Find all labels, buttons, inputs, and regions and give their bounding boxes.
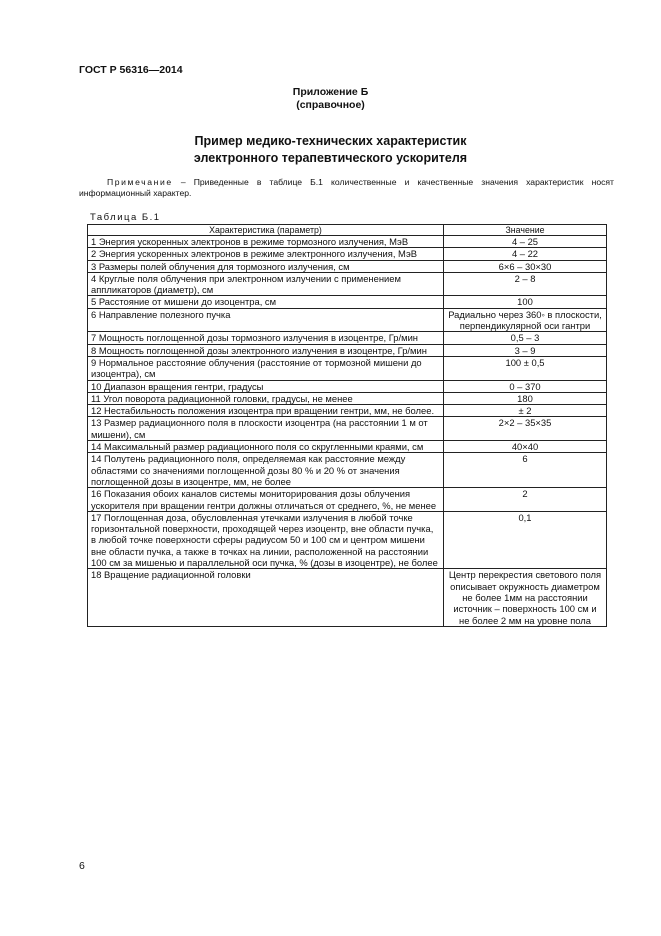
row-value: 100 ± 0,5 [444, 356, 607, 380]
row-value: 40×40 [444, 441, 607, 453]
table-row [88, 332, 607, 344]
row-parameter: 3 Размеры полей облучения для тормозного излучения, см [88, 260, 444, 272]
row-parameter: 18 Вращение радиационной головки [88, 569, 444, 626]
table-row [88, 392, 607, 404]
row-parameter: 7 Мощность поглощенной дозы тормозного излучения в изоцентре, Гр/мин [88, 332, 444, 344]
row-value: ± 2 [444, 405, 607, 417]
table-row [88, 511, 607, 568]
page-number: 6 [79, 860, 85, 872]
row-value: 2 – 8 [444, 272, 607, 296]
table-row [88, 405, 607, 417]
specifications-table [87, 224, 607, 627]
table-row [88, 236, 607, 248]
row-parameter: 8 Мощность поглощенной дозы электронного излучения в изоцентре, Гр/мин [88, 344, 444, 356]
row-parameter: 16 Показания обоих каналов системы мониторирования дозы облучения ускорителя при вращении гентри должны отличаться от среднего, %, не менее [88, 488, 444, 512]
table-row [88, 260, 607, 272]
row-value: 0,5 – 3 [444, 332, 607, 344]
row-value: 180 [444, 392, 607, 404]
page-title-line-1: Пример медико-технических характеристик [194, 134, 467, 148]
table-row [88, 380, 607, 392]
row-parameter: 12 Нестабильность положения изоцентра при вращении гентри, мм, не более. [88, 405, 444, 417]
row-parameter: 13 Размер радиационного поля в плоскости изоцентра (на расстоянии 1 м от мишени), см [88, 417, 444, 441]
row-value: 4 – 22 [444, 248, 607, 260]
row-parameter: 9 Нормальное расстояние облучения (расстояние от тормозной мишени до изоцентра), см [88, 356, 444, 380]
table-row [88, 441, 607, 453]
row-value: 6×6 – 30×30 [444, 260, 607, 272]
table-row [88, 308, 607, 332]
row-value: 100 [444, 296, 607, 308]
table-row [88, 488, 607, 512]
note-label: Примечание [107, 177, 173, 187]
row-value: 2 [444, 488, 607, 512]
table-row [88, 569, 607, 626]
table-caption: Таблица Б.1 [90, 212, 161, 223]
row-parameter: 5 Расстояние от мишени до изоцентра, см [88, 296, 444, 308]
page-title [0, 133, 661, 167]
row-parameter: 10 Диапазон вращения гентри, градусы [88, 380, 444, 392]
table-header-row [88, 225, 607, 236]
column-header-value: Значение [444, 225, 607, 236]
column-header-parameter: Характеристика (параметр) [88, 225, 444, 236]
table-row [88, 417, 607, 441]
row-value: Радиально через 360◦ в плоскости, перпендикулярной оси гантри [444, 308, 607, 332]
note-text: – Приведенные в таблице Б.1 количественные и качественные значения характеристик носят информационный характер. [79, 177, 614, 198]
row-parameter: 11 Угол поворота радиационной головки, градусы, не менее [88, 392, 444, 404]
row-parameter: 1 Энергия ускоренных электронов в режиме тормозного излучения, МэВ [88, 236, 444, 248]
row-parameter: 2 Энергия ускоренных электронов в режиме электронного излучения, МэВ [88, 248, 444, 260]
table-body [88, 236, 607, 627]
table-row [88, 272, 607, 296]
appendix-subtitle: (справочное) [296, 99, 365, 111]
row-value: 4 – 25 [444, 236, 607, 248]
row-parameter: 6 Направление полезного пучка [88, 308, 444, 332]
row-value: 6 [444, 453, 607, 488]
table-row [88, 344, 607, 356]
row-parameter: 17 Поглощенная доза, обусловленная утечками излучения в любой точке горизонтальной поверхности, проходящей через изоцентр, вне области пучка, в любой точке поверхности сферы радиусом 50 и 100 см и центром мишени вне области пучка, а также в точках на линии, расположенной на расстоянии 100 см за мишенью и параллельной оси пучка, % (дозы в изоцентре), не более [88, 511, 444, 568]
row-parameter: 14 Полутень радиационного поля, определяемая как расстояние между областями со значениями поглощенной дозы 80 % и 20 % от значения поглощенной дозы в изоцентре, мм, не более [88, 453, 444, 488]
row-value: Центр перекрестия светового поля описывает окружность диаметром не более 1мм на расстоянии источник – поверхность 100 см и не более 2 мм на уровне пола [444, 569, 607, 626]
row-value: 3 – 9 [444, 344, 607, 356]
table-row [88, 356, 607, 380]
appendix-title: Приложение Б [292, 86, 369, 98]
page-title-line-2: электронного терапевтического ускорителя [193, 151, 468, 165]
document-code: ГОСТ Р 56316—2014 [79, 64, 183, 76]
row-parameter: 14 Максимальный размер радиационного поля со скругленными краями, см [88, 441, 444, 453]
table-row [88, 453, 607, 488]
row-value: 2×2 – 35×35 [444, 417, 607, 441]
table-row [88, 248, 607, 260]
row-parameter: 4 Круглые поля облучения при электронном излучении с применением аппликаторов (диаметр), см [88, 272, 444, 296]
row-value: 0 – 370 [444, 380, 607, 392]
table-row [88, 296, 607, 308]
note-paragraph [79, 177, 614, 199]
row-value: 0,1 [444, 511, 607, 568]
